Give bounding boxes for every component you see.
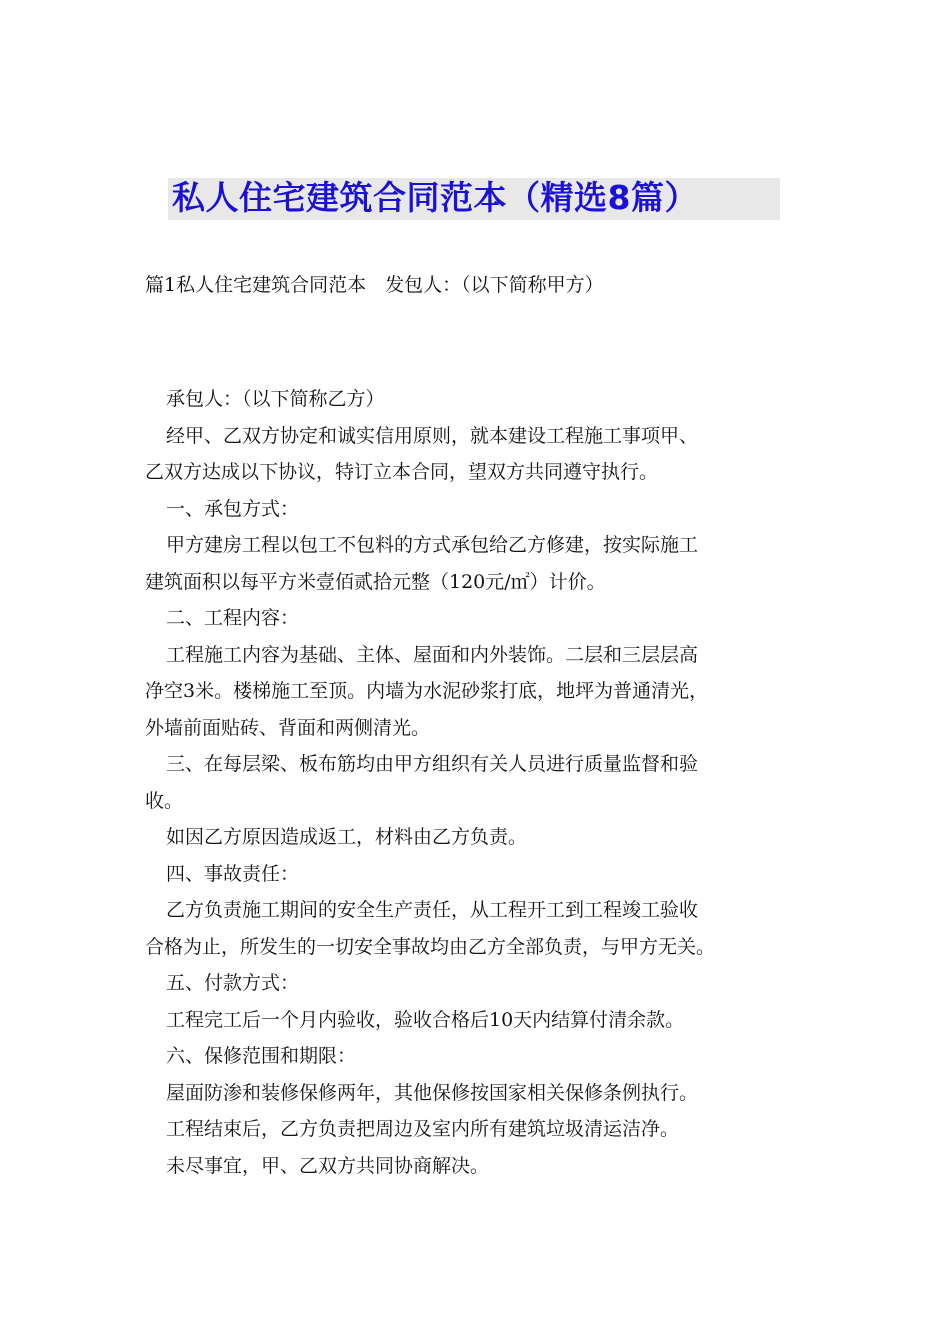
paragraph: 工程施工内容为基础、主体、屋面和内外装饰。二层和三层层高 净空3米。楼梯施工至顶。内墙为水泥砂浆打底，地坪为普通清光， 外墙前面贴砖、背面和两侧清光。 — [145, 643, 709, 739]
section-subhead: 篇1私人住宅建筑合同范本 发包人：（以下简称甲方） — [145, 274, 604, 296]
paragraph: 未尽事宜，甲、乙双方共同协商解决。 — [166, 1154, 490, 1177]
paragraph: 经甲、乙双方协定和诚实信用原则，就本建设工程施工事项甲、 乙双方达成以下协议，特订立本合同，望双方共同遵守执行。 — [145, 424, 699, 483]
paragraph: 三、在每层梁、板布筋均由甲方组织有关人员进行质量监督和验 收。 — [145, 753, 699, 812]
paragraph: 承包人：（以下简称乙方） — [166, 388, 385, 410]
section-heading: 四、事故责任： — [166, 862, 300, 885]
document-title: 私人住宅建筑合同范本（精选8篇） — [172, 178, 698, 217]
section-heading: 六、保修范围和期限： — [166, 1045, 357, 1067]
section-heading: 五、付款方式： — [166, 972, 300, 994]
paragraph: 屋面防渗和装修保修两年，其他保修按国家相关保修条例执行。 — [166, 1081, 699, 1104]
section-heading: 一、承包方式： — [166, 497, 300, 520]
paragraph: 乙方负责施工期间的安全生产责任，从工程开工到工程竣工验收 合格为止，所发生的一切安全事故均由乙方全部负责，与甲方无关。 — [145, 899, 716, 958]
paragraph: 工程结束后，乙方负责把周边及室内所有建筑垃圾清运洁净。 — [166, 1118, 680, 1140]
paragraph: 甲方建房工程以包工不包料的方式承包给乙方修建，按实际施工 建筑面积以每平方米壹佰贰拾元整（120元/㎡）计价。 — [145, 534, 699, 593]
contract-body — [145, 381, 815, 1184]
paragraph: 如因乙方原因造成返工，材料由乙方负责。 — [166, 826, 528, 848]
paragraph: 工程完工后一个月内验收，验收合格后10天内结算付清余款。 — [166, 1008, 685, 1031]
section-heading: 二、工程内容： — [166, 607, 300, 629]
